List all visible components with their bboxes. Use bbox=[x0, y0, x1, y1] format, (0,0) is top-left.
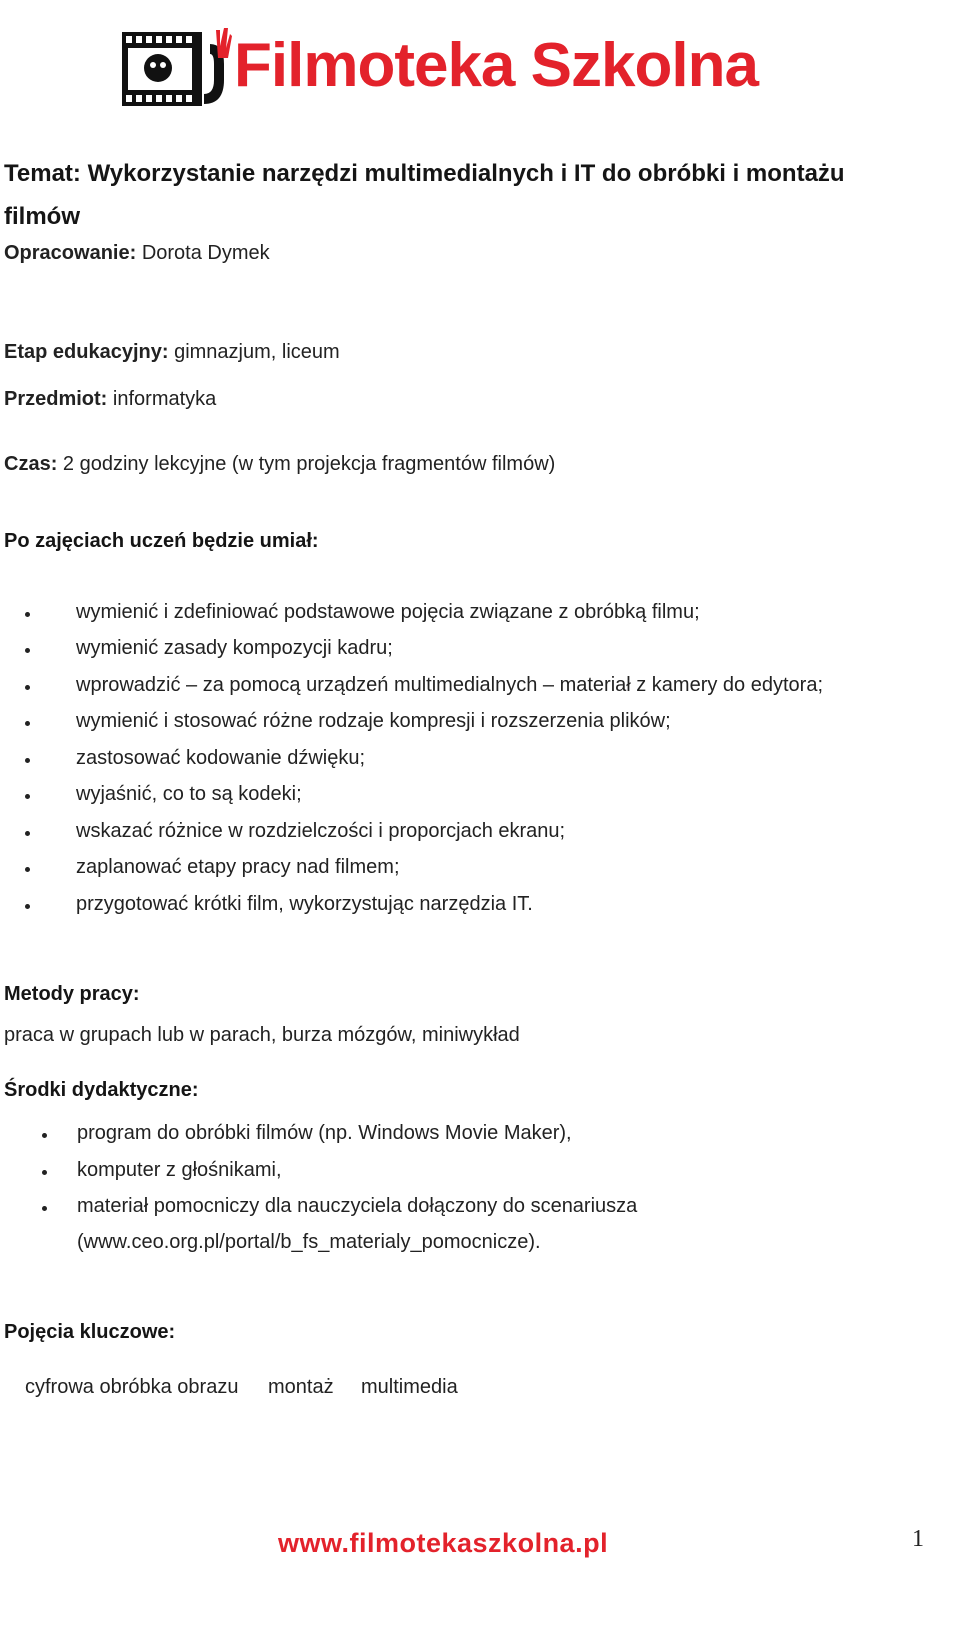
time-value: 2 godziny lekcyjne (w tym projekcja fragmentów filmów) bbox=[62, 453, 556, 475]
bullet-icon bbox=[42, 1206, 47, 1211]
methods-text: praca w grupach lub w parach, burza mózgów, miniwykład bbox=[4, 1024, 520, 1046]
time-field bbox=[4, 453, 555, 476]
page-title: Temat: Wykorzystanie narzędzi multimedialnych i IT do obróbki i montażu filmów bbox=[4, 160, 845, 230]
list-item-continuation: (www.ceo.org.pl/portal/b_fs_materialy_pomocnicze). bbox=[77, 1231, 541, 1253]
outcomes-heading: Po zajęciach uczeń będzie umiał: bbox=[4, 530, 319, 552]
time-label: Czas: bbox=[4, 453, 58, 475]
bullet-icon bbox=[25, 648, 30, 653]
bullet-icon bbox=[42, 1133, 47, 1138]
keyword: multimedia bbox=[361, 1376, 458, 1398]
bullet-icon bbox=[25, 721, 30, 726]
footer-url[interactable]: www.filmotekaszkolna.pl bbox=[278, 1528, 609, 1558]
author-label: Opracowanie: bbox=[4, 242, 137, 264]
keyword: montaż bbox=[268, 1376, 334, 1398]
author-field bbox=[4, 242, 270, 265]
subject-value: informatyka bbox=[112, 388, 217, 410]
keywords-heading: Pojęcia kluczowe: bbox=[4, 1321, 176, 1343]
filmoteka-logo bbox=[112, 18, 824, 114]
list-item: materiał pomocniczy dla nauczyciela dołączony do scenariusza bbox=[77, 1195, 638, 1217]
stage-field bbox=[4, 341, 340, 364]
list-item: wymienić zasady kompozycji kadru; bbox=[76, 637, 393, 659]
logo-wordmark: Filmoteka Szkolna bbox=[234, 31, 758, 100]
list-item: wymienić i stosować różne rodzaje kompresji i rozszerzenia plików; bbox=[76, 710, 671, 732]
subject-label: Przedmiot: bbox=[4, 388, 108, 410]
list-item: wskazać różnice w rozdzielczości i proporcjach ekranu; bbox=[76, 820, 566, 842]
list-item: przygotować krótki film, wykorzystując narzędzia IT. bbox=[76, 893, 533, 915]
list-item: zaplanować etapy pracy nad filmem; bbox=[76, 856, 400, 878]
list-item: komputer z głośnikami, bbox=[77, 1159, 282, 1181]
bullet-icon bbox=[25, 831, 30, 836]
list-item: zastosować kodowanie dźwięku; bbox=[76, 747, 366, 769]
bullet-icon bbox=[25, 904, 30, 909]
bullet-icon bbox=[25, 794, 30, 799]
bullet-icon bbox=[25, 685, 30, 690]
author-value: Dorota Dymek bbox=[141, 242, 270, 264]
page-number: 1 bbox=[912, 1526, 924, 1552]
bullet-icon bbox=[25, 758, 30, 763]
film-strip-icon bbox=[120, 24, 232, 114]
stage-value: gimnazjum, liceum bbox=[174, 341, 340, 363]
list-item: wyjaśnić, co to są kodeki; bbox=[76, 783, 302, 805]
list-item: wymienić i zdefiniować podstawowe pojęcia związane z obróbką filmu; bbox=[76, 601, 700, 623]
subject-field bbox=[4, 388, 216, 411]
bullet-icon bbox=[42, 1170, 47, 1175]
resources-heading: Środki dydaktyczne: bbox=[4, 1079, 199, 1101]
stage-label: Etap edukacyjny: bbox=[4, 341, 169, 363]
bullet-icon bbox=[25, 612, 30, 617]
list-item: wprowadzić – za pomocą urządzeń multimedialnych – materiał z kamery do edytora; bbox=[76, 674, 824, 696]
keyword: cyfrowa obróbka obrazu bbox=[25, 1376, 239, 1398]
list-item: program do obróbki filmów (np. Windows Movie Maker), bbox=[77, 1122, 572, 1144]
bullet-icon bbox=[25, 867, 30, 872]
methods-heading: Metody pracy: bbox=[4, 983, 140, 1005]
